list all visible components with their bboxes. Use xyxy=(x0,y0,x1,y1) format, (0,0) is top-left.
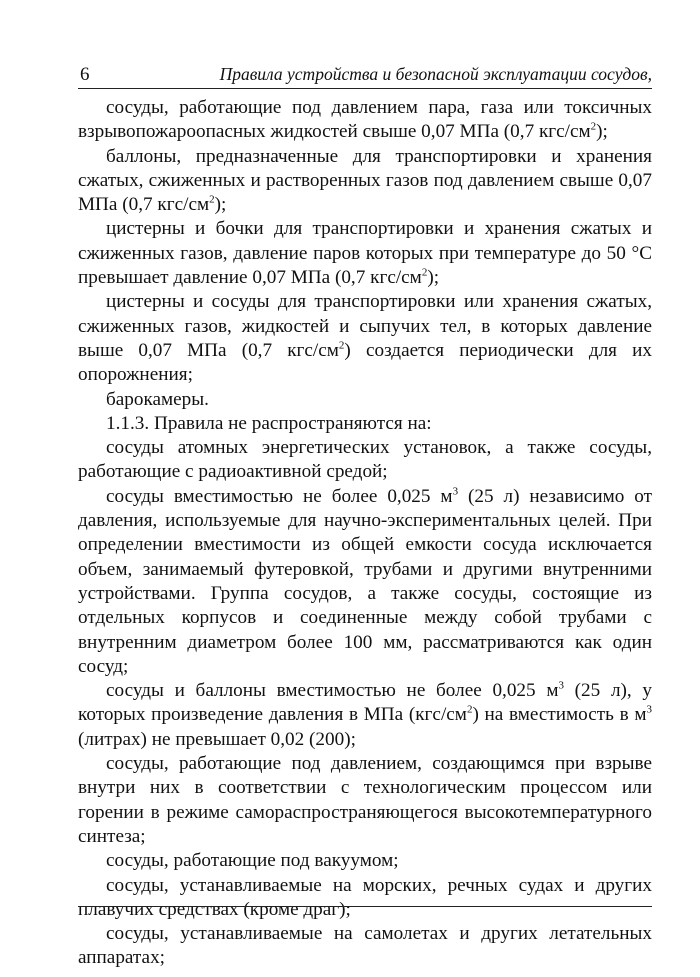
paragraph: сосуды, работающие под давлением пара, газа или токсичных взрывопожароопасных жидкостей свыше 0,07 МПа (0,7 кгс/$см^2$); xyxy=(78,97,652,143)
paragraph: сосуды и баллоны вместимостью не более 0,025 $м^3$ (25 л), у которых произведение давления в МПа $(кгс/см^2)$ на вместимость в $м^3$ (литрах) не превышает 0,02 (200); xyxy=(78,679,653,750)
running-title: Правила устройства и безопасной эксплуатации сосудов, xyxy=(219,64,652,84)
page-number: 6 xyxy=(80,64,90,85)
paragraph: барокамеры. xyxy=(106,388,209,410)
paragraph: цистерны и сосуды для транспортировки или хранения сжатых, сжиженных газов, жидкостей и сыпучих тел, в которых давление выше 0,07 МПа (0,7 кгс/$см^2$) создается периодически для их опорожнения; xyxy=(78,291,652,386)
paragraph: сосуды, работающие под давлением, создающимся при взрыве внутри них в соответствии с технологическим процессом или горении в режиме самораспространяющегося высокотемпературного синтеза; xyxy=(78,753,652,847)
paragraph: сосуды, работающие под вакуумом; xyxy=(106,850,399,872)
section-paragraph: 1.1.3. Правила не распространяются на: xyxy=(106,412,432,434)
paragraph: сосуды атомных энергетических установок, а также сосуды, работающие с радиоактивной средой; xyxy=(78,437,652,483)
footer-divider xyxy=(78,906,652,907)
paragraph: цистерны и бочки для транспортировки и хранения сжатых и сжиженных газов, давление паров которых при температуре до 50 °С превышает давление 0,07 МПа (0,7 кгс/$см^2$); xyxy=(78,218,652,289)
paragraph: сосуды вместимостью не более 0,025 $м^3$ (25 л) независимо от давления, используемые для научно-экспериментальных целей. При определении вместимости из общей емкости сосуда исключается объем, занимаемый футеровкой, трубами и другими внутренними устройствами. Группа сосудов, а также сосуды, состоящие из отдельных корпусов и соединенные между собой трубами с внутренним диаметром более 100 мм, рассматриваются как один сосуд; xyxy=(78,485,653,677)
document-body xyxy=(78,96,652,971)
paragraph: баллоны, предназначенные для транспортировки и хранения сжатых, сжиженных и растворенных газов под давлением свыше 0,07 МПа (0,7 кгс/$см^2$); xyxy=(78,145,652,216)
paragraph: сосуды, устанавливаемые на морских, речных судах и других плавучих средствах (кроме драг); xyxy=(78,874,652,920)
paragraph: сосуды, устанавливаемые на самолетах и других летательных аппаратах; xyxy=(78,923,652,969)
running-header xyxy=(78,62,652,89)
